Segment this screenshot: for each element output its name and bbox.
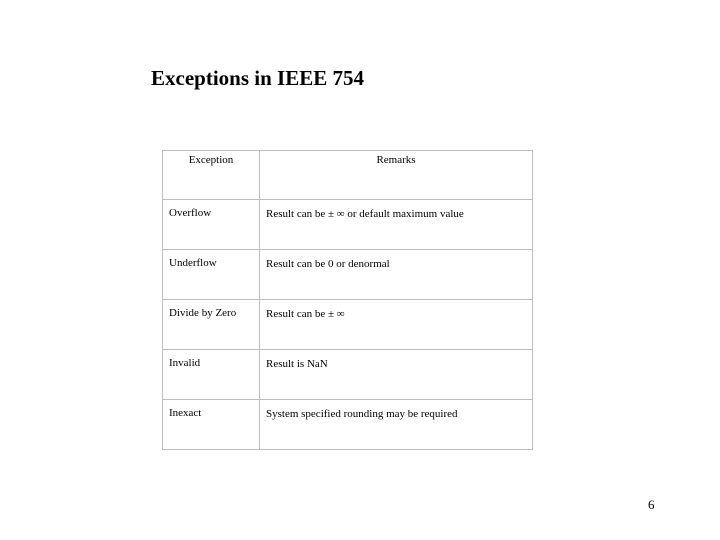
exception-name-cell: Divide by Zero (163, 300, 260, 350)
remark-cell: Result is NaN (260, 350, 533, 400)
header-exception: Exception (163, 151, 260, 200)
table-header-row (163, 151, 533, 200)
exception-name-cell: Invalid (163, 350, 260, 400)
exception-name-cell: Inexact (163, 400, 260, 450)
slide-title: Exceptions in IEEE 754 (151, 66, 364, 90)
table-row (163, 300, 533, 350)
exception-name-cell: Overflow (163, 200, 260, 250)
remark-cell: Result can be 0 or denormal (260, 250, 533, 300)
table-row (163, 250, 533, 300)
page-number: 6 (648, 497, 655, 512)
remark-cell: System specified rounding may be required (260, 400, 533, 450)
header-remarks: Remarks (260, 151, 533, 200)
table-row (163, 350, 533, 400)
exception-name-cell: Underflow (163, 250, 260, 300)
remark-cell: Result can be ± ∞ (260, 300, 533, 350)
remark-cell: Result can be ± ∞ or default maximum value (260, 200, 533, 250)
table-row (163, 400, 533, 450)
table-row (163, 200, 533, 250)
exceptions-table (162, 150, 533, 450)
